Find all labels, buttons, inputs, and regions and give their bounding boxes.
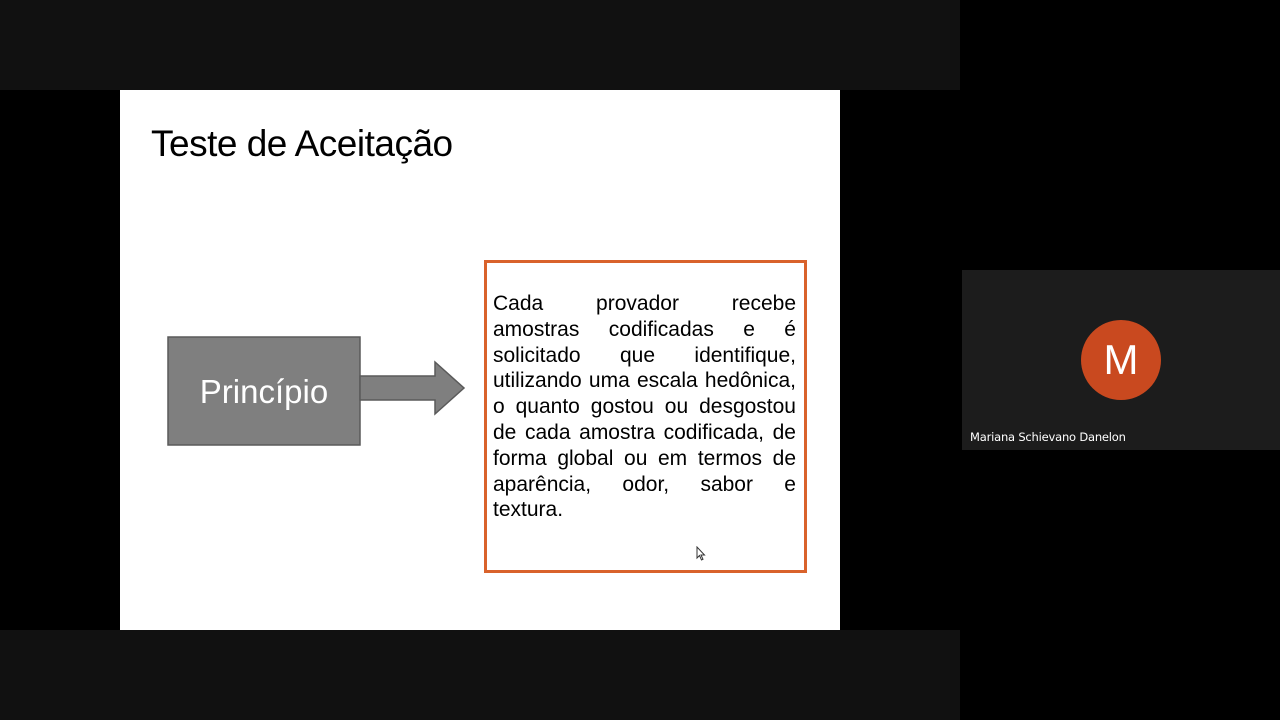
slide-title: Teste de Aceitação <box>151 123 453 164</box>
participant-avatar: M <box>1081 320 1161 400</box>
principle-label: Princípio <box>199 373 329 410</box>
participant-video-tile[interactable] <box>962 270 1280 450</box>
right-arrow-icon <box>360 362 464 414</box>
mouse-cursor-icon <box>696 546 706 561</box>
definition-box <box>484 260 807 573</box>
participant-name: Mariana Schievano Danelon <box>970 430 1126 444</box>
definition-text: Cada provador recebe amostras codificadas e é solicitado que identifique, utilizando uma escala hedônica, o quanto gostou ou desgostou de cada amostra codificada, de forma global ou em termos de aparência, odor, sabor e textura. <box>493 292 796 522</box>
presentation-slide <box>120 90 840 630</box>
